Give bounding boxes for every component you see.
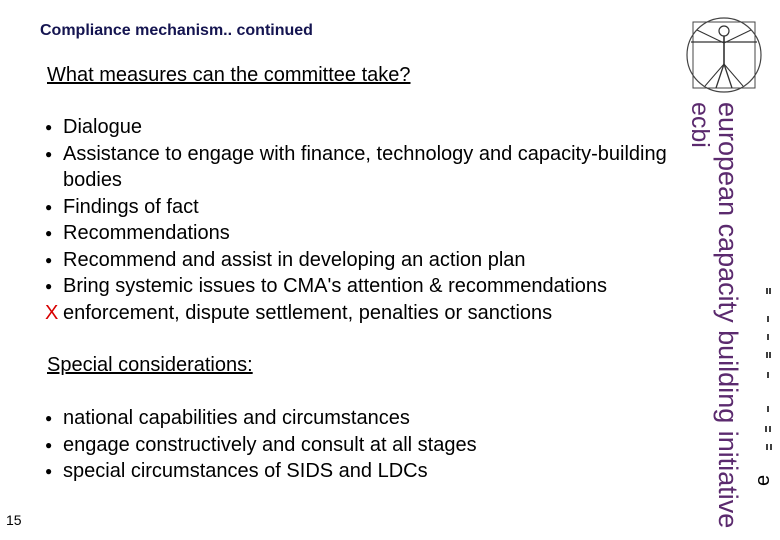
list-item-text: Assistance to engage with finance, technology and capacity-building bodies (63, 142, 667, 191)
bullet-icon: ● (45, 437, 53, 452)
list-item (45, 405, 645, 432)
list-item-text: engage constructively and consult at all stages (63, 433, 477, 456)
list-item-text: special circumstances of SIDS and LDCs (63, 460, 428, 482)
bullet-icon: ● (45, 199, 53, 214)
list-item (45, 141, 675, 194)
side-letter: e (752, 474, 774, 486)
list-item (45, 114, 675, 141)
list-item (45, 194, 675, 221)
brand-name: european capacity building initiative (713, 102, 743, 529)
special-considerations-heading: Special considerations: (47, 354, 253, 376)
excluded-item (45, 300, 675, 327)
brand-acronym: ecbi (686, 102, 714, 148)
list-item-text: Findings of fact (63, 195, 199, 218)
excluded-item-text: enforcement, dispute settlement, penalties or sanctions (63, 301, 553, 324)
bullet-icon: ● (45, 252, 53, 267)
special-considerations-list (45, 405, 645, 485)
decorative-dotted-line (764, 286, 774, 466)
vitruvian-man-icon (683, 14, 765, 96)
page-number: 15 (6, 512, 22, 528)
bullet-icon: ● (45, 464, 53, 478)
list-item-text: Dialogue (63, 116, 142, 138)
bullet-icon: ● (45, 226, 53, 240)
list-item-text: Bring systemic issues to CMA's attention & recommendations (63, 275, 608, 297)
x-mark-icon: X (45, 301, 59, 324)
bullet-icon: ● (45, 146, 53, 161)
list-item-text: Recommend and assist in developing an action plan (63, 248, 526, 271)
list-item (45, 273, 675, 300)
measures-heading: What measures can the committee take? (47, 64, 411, 86)
bullet-icon: ● (45, 411, 53, 425)
list-item (45, 458, 645, 485)
list-item-text: Recommendations (63, 222, 230, 244)
list-item (45, 247, 675, 274)
bullet-icon: ● (45, 120, 53, 134)
bullet-icon: ● (45, 279, 53, 293)
ecbi-vertical-brand (686, 102, 742, 528)
slide-title: Compliance mechanism.. continued (40, 22, 313, 39)
list-item (45, 220, 675, 247)
list-item (45, 432, 645, 459)
list-item-text: national capabilities and circumstances (63, 407, 410, 429)
measures-list (45, 114, 675, 326)
